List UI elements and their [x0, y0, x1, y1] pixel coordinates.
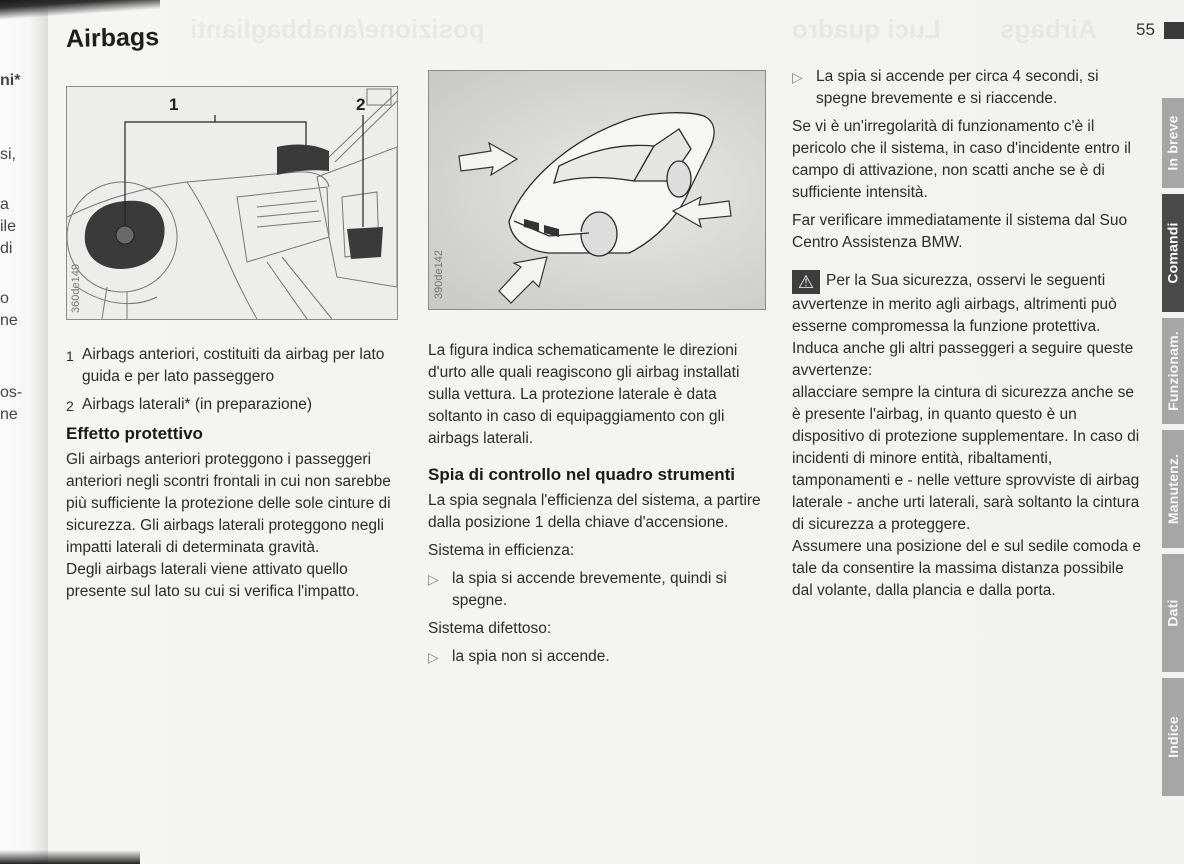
tab-label: In breve — [1165, 115, 1182, 171]
bullet-item — [792, 66, 1144, 110]
legend-number: 2 — [66, 398, 74, 414]
bleed-through-heading: posizione/anabbaglianti — [190, 14, 485, 44]
tab-dati[interactable] — [1162, 554, 1184, 672]
prev-page-fragment: os- — [0, 384, 23, 401]
page-number: 55 — [1136, 20, 1155, 39]
figure-label-2: 2 — [356, 95, 366, 114]
paragraph: Degli airbags laterali viene attivato quello presente sul lato su cui si verifica l'impatto. — [66, 561, 360, 600]
figure-label-1: 1 — [169, 95, 179, 114]
prev-page-fragment: ne — [0, 406, 18, 423]
bleed-through-heading: Luci quadro — [792, 14, 941, 44]
paragraph: Sistema in efficienza: — [428, 542, 575, 559]
bleed-through-heading: Airbags — [1000, 14, 1097, 44]
prev-page-fragment: o — [0, 290, 9, 307]
prev-page-fragment: di — [0, 240, 13, 257]
prev-page-fragment: ne — [0, 312, 18, 329]
prev-page-fragment: ile — [0, 218, 17, 235]
paragraph: Gli airbags anteriori proteggono i passeggeri anteriori negli scontri frontali in cui non sarebbe più sufficiente la protezione delle sole cinture di sicurezza. Gli airbags laterali proteggono negli impatti laterali di determinata gravità. — [66, 451, 391, 556]
bullet-item — [428, 568, 774, 612]
binding-shadow-bottom — [0, 850, 140, 864]
tab-in-breve[interactable] — [1162, 98, 1184, 188]
legend-text: Airbags anteriori, costituiti da airbag per lato guida e per lato passeggero — [82, 346, 385, 385]
paragraph: La figura indica schematicamente le direzioni d'urto alle quali reagiscono gli airbag installati sulla vettura. La protezione laterale è data soltanto in caso di equipaggiamento con gli airbags laterali. — [428, 342, 740, 447]
paragraph: Se vi è un'irregolarità di funzionamento c'è il pericolo che il sistema, in caso d'incidente entro il campo di attivazione, non scatti anche se è di sufficiente intensità. — [792, 118, 1131, 201]
tab-comandi[interactable] — [1162, 194, 1184, 312]
warning-intro: Per la Sua sicurezza, osservi le seguenti avvertenze in merito agli airbags, altrimenti può esserne compromessa la funzione protettiva. Induca anche gli altri passeggeri a seguire queste avvertenze: — [792, 272, 1134, 379]
triangle-bullet-icon: ▷ — [428, 571, 439, 587]
figure-car-impact-directions — [428, 70, 766, 310]
column-3 — [792, 66, 1144, 608]
figure-dashboard-airbags — [66, 86, 398, 320]
legend-number: 1 — [66, 348, 74, 364]
prev-page-fragment: a — [0, 196, 9, 213]
bullet-text: la spia si accende brevemente, quindi si spegne. — [452, 570, 727, 609]
tab-label: Funzionam. — [1165, 331, 1181, 411]
bullet-item — [428, 646, 774, 668]
triangle-bullet-icon: ▷ — [792, 69, 803, 85]
paragraph: La spia segnala l'efficienza del sistema, a partire dalla posizione 1 della chiave d'accensione. — [428, 492, 761, 531]
paragraph: Far verificare immediatamente il sistema dal Suo Centro Assistenza BMW. — [792, 212, 1128, 251]
tab-label: Indice — [1165, 716, 1181, 758]
warning-paragraph — [792, 270, 1144, 382]
tab-label: Dati — [1165, 599, 1181, 627]
car-illustration — [429, 71, 765, 309]
paragraph: allacciare sempre la cintura di sicurezza anche se è presente l'airbag, in quanto questo è un dispositivo di protezione supplementare. In caso di incidenti di minore entità, ribaltamenti, tamponamenti e - nelle vetture sprovviste di airbag laterale - anche urti laterali, sarà soltanto la cintura di sicurezza a proteggere. — [792, 384, 1140, 533]
tab-indice[interactable] — [1162, 678, 1184, 796]
legend-text: Airbags laterali* (in preparazione) — [82, 396, 313, 413]
warning-triangle-icon: ⚠ — [792, 270, 820, 294]
paragraph: Assumere una posizione del e sul sedile comoda e tale da consentire la massima distanza possibile dal volante, dalla plancia e dalla porta. — [792, 538, 1141, 599]
legend-item — [66, 344, 396, 388]
column-1 — [66, 344, 396, 609]
page-number-marker — [1164, 22, 1184, 39]
tab-manutenzione[interactable] — [1162, 430, 1184, 548]
section-heading: Spia di controllo nel quadro strumenti — [428, 465, 735, 484]
tab-label: Comandi — [1165, 222, 1182, 284]
previous-page-edge — [0, 0, 48, 864]
tab-label: Manutenz. — [1165, 453, 1181, 525]
column-2 — [428, 340, 774, 674]
page-title: Airbags — [65, 23, 160, 53]
legend-item — [66, 394, 396, 417]
triangle-bullet-icon: ▷ — [428, 649, 439, 665]
section-heading: Effetto protettivo — [66, 424, 203, 443]
binding-shadow-top — [0, 0, 160, 20]
prev-page-fragment: si, — [0, 146, 16, 163]
figure-id: 360de149 — [70, 264, 82, 313]
tab-funzionamento[interactable] — [1162, 318, 1184, 424]
dashboard-illustration — [67, 87, 397, 319]
prev-page-fragment: ni* — [0, 72, 21, 89]
figure-id: 390de142 — [433, 250, 445, 299]
bullet-text: La spia si accende per circa 4 secondi, si spegne brevemente e si riaccende. — [816, 68, 1099, 107]
bullet-text: la spia non si accende. — [452, 648, 610, 665]
paragraph: Sistema difettoso: — [428, 620, 552, 637]
